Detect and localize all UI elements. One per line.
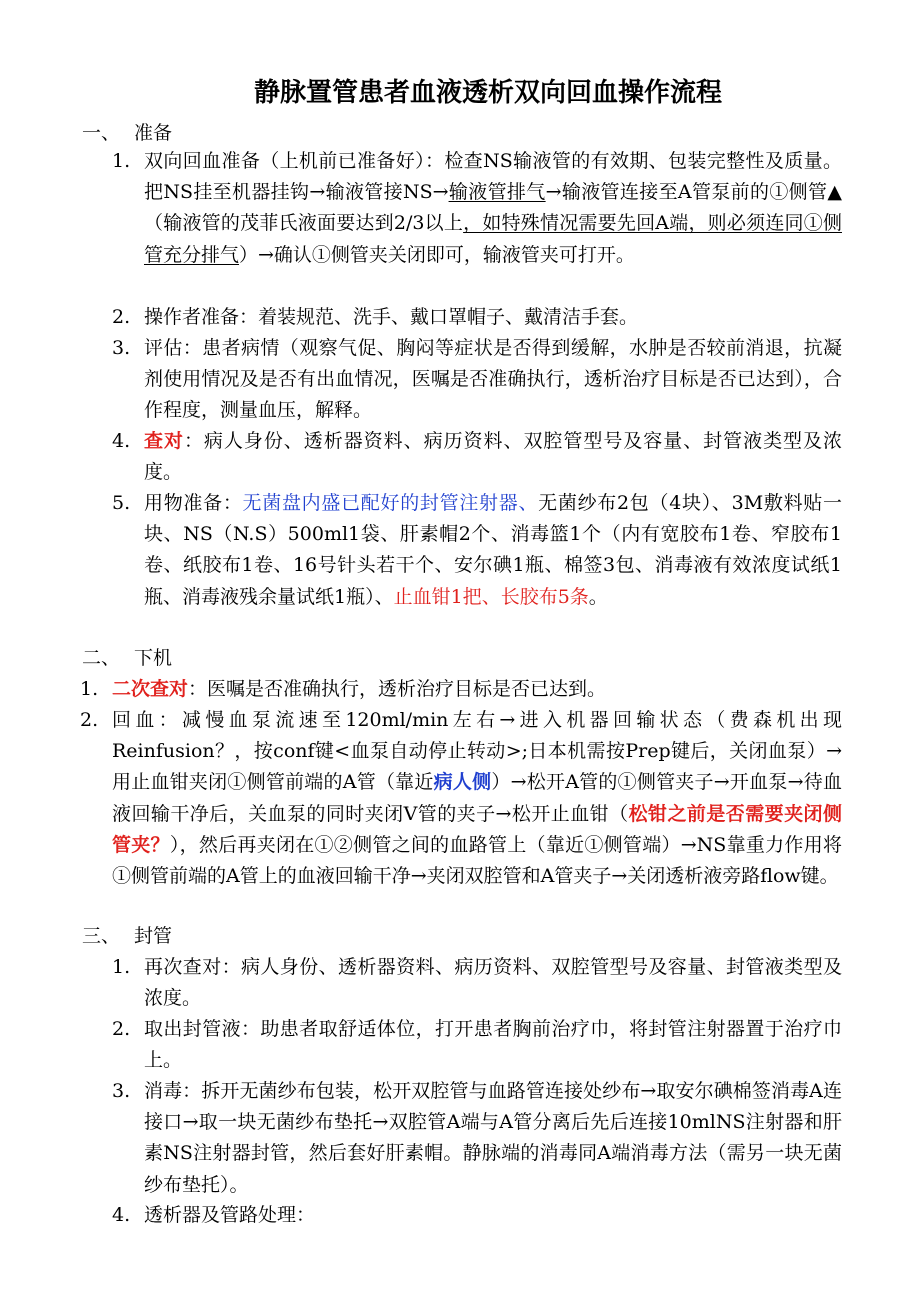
document-title: 静脉置管患者血液透析双向回血操作流程 (253, 78, 722, 108)
item-text: 透析器及管路处理： (144, 1204, 316, 1226)
item-text: ），然后再夹闭在①②侧管之间的血路管上（靠近①侧管端）→NS靠重力作用将①侧管前端的A管上的血液回输干净→夹闭双腔管和A管夹子→关闭透析液旁路flow键。 (112, 833, 842, 888)
section-heading-seal (82, 921, 172, 951)
prep-item-5 (112, 488, 842, 613)
item-number: 1. (80, 678, 99, 700)
section-label: 下机 (134, 647, 173, 669)
off-item-1 (80, 674, 842, 705)
highlight-red-text: 长胶布5条 (500, 585, 589, 608)
item-text: 无菌纱布2包（4块）、3M敷料贴一块、NS（N.S）500ml1袋、肝素帽2个、消毒篮1个（内有宽胶布1卷、窄胶布1卷、纸胶布1卷、16号针头若干个、安尔碘1瓶、棉签3包、消毒液有效浓度试纸1瓶、消毒液残余量试纸1瓶）、 (144, 492, 842, 608)
seal-item-4 (112, 1200, 842, 1231)
item-text: ）→松开A管的①侧管夹子→开血泵→待血液回输干净后，关血泵的同时夹闭V管的夹子→松开止血钳（ (112, 771, 842, 825)
section-heading-off (82, 643, 172, 673)
item-text: 操作者准备：着装规范、洗手、戴口罩帽子、戴清洁手套。 (144, 306, 639, 328)
item-number: 3. (112, 337, 131, 359)
item-text: 双向回血准备（上机前已准备好）：检查NS输液管的有效期、包装完整性及质量。把NS挂至机器挂钩→输液管接NS→ (144, 150, 842, 204)
item-number: 4. (112, 430, 131, 452)
prep-item-4 (112, 426, 842, 488)
highlight-blue-text: 病人侧 (433, 771, 492, 794)
check-keyword: 查对 (144, 430, 184, 452)
item-number: 1. (112, 150, 131, 172)
item-text: ：病人身份、透析器资料、病历资料、双腔管型号及容量、封管液类型及浓度。 (144, 430, 842, 484)
item-text: 用物准备： (144, 492, 243, 514)
item-number: 3. (112, 1080, 131, 1102)
seal-item-1 (112, 952, 842, 1014)
separator: 、 (481, 585, 501, 608)
highlight-blue-text: 无菌盘内盛已配好的封管注射器、 (242, 492, 539, 514)
seal-item-2 (112, 1014, 842, 1076)
underlined-text: 输液管排气 (448, 181, 546, 204)
item-text: 再次查对：病人身份、透析器资料、病历资料、双腔管型号及容量、封管液类型及浓度。 (144, 956, 842, 1010)
underlined-text: ，如特殊情况需要先回A端，则必须连同①侧管充分排气 (144, 212, 842, 266)
item-text: 取出封管液：助患者取舒适体位，打开患者胸前治疗巾，将封管注射器置于治疗巾上。 (144, 1018, 842, 1072)
highlight-red-question: 松钳之前是否需要夹闭侧管夹？ (112, 802, 842, 856)
section-label: 封管 (134, 925, 173, 947)
item-number: 2. (112, 306, 131, 328)
item-number: 1. (112, 956, 131, 978)
section-heading-prepare (82, 118, 172, 148)
item-number: 2. (80, 709, 99, 731)
prep-item-1 (112, 146, 842, 271)
section-number: 一、 (82, 122, 121, 144)
seal-item-3 (112, 1076, 842, 1201)
item-text: ）→确认①侧管夹关闭即可，输液管夹可打开。 (239, 243, 635, 266)
prep-item-2 (112, 302, 842, 333)
section-number: 三、 (82, 925, 121, 947)
section-number: 二、 (82, 647, 121, 669)
section-label: 准备 (134, 122, 173, 144)
item-text: ：医嘱是否准确执行，透析治疗目标是否已达到。 (188, 678, 607, 700)
item-text: 消毒：拆开无菌纱布包装，松开双腔管与血路管连接处纱布→取安尔碘棉签消毒A连接口→取一块无菌纱布垫托→双腔管A端与A管分离后先后连接10mlNS注射器和肝素NS注射器封管，然后套好肝素帽。静脉端的消毒同A端消毒方法（需另一块无菌纱布垫托）。 (144, 1080, 842, 1196)
check-keyword: 二次查对 (112, 678, 189, 700)
prep-item-3 (112, 333, 842, 427)
item-text: 。 (588, 585, 608, 608)
item-text: 回血：减慢血泵流速至120ml/min左右→进入机器回输状态（费森机出现Reinfusion？，按conf键<血泵自动停止转动>;日本机需按Prep键后，关闭血泵）→用止血钳夹闭①侧管前端的A管（靠近 (112, 709, 842, 794)
item-number: 4. (112, 1204, 131, 1226)
item-number: 5. (112, 492, 131, 514)
item-text: →输液管连接至A管泵前的①侧管▲（输液管的茂菲氏液面要达到2/3以上 (144, 181, 842, 235)
item-text: 评估：患者病情（观察气促、胸闷等症状是否得到缓解，水肿是否较前消退，抗凝剂使用情况及是否有出血情况，医嘱是否准确执行，透析治疗目标是否已达到），合作程度，测量血压，解释。 (144, 337, 842, 422)
item-number: 2. (112, 1018, 131, 1040)
highlight-red-text: 止血钳1把 (393, 585, 482, 608)
off-item-2 (80, 705, 842, 892)
